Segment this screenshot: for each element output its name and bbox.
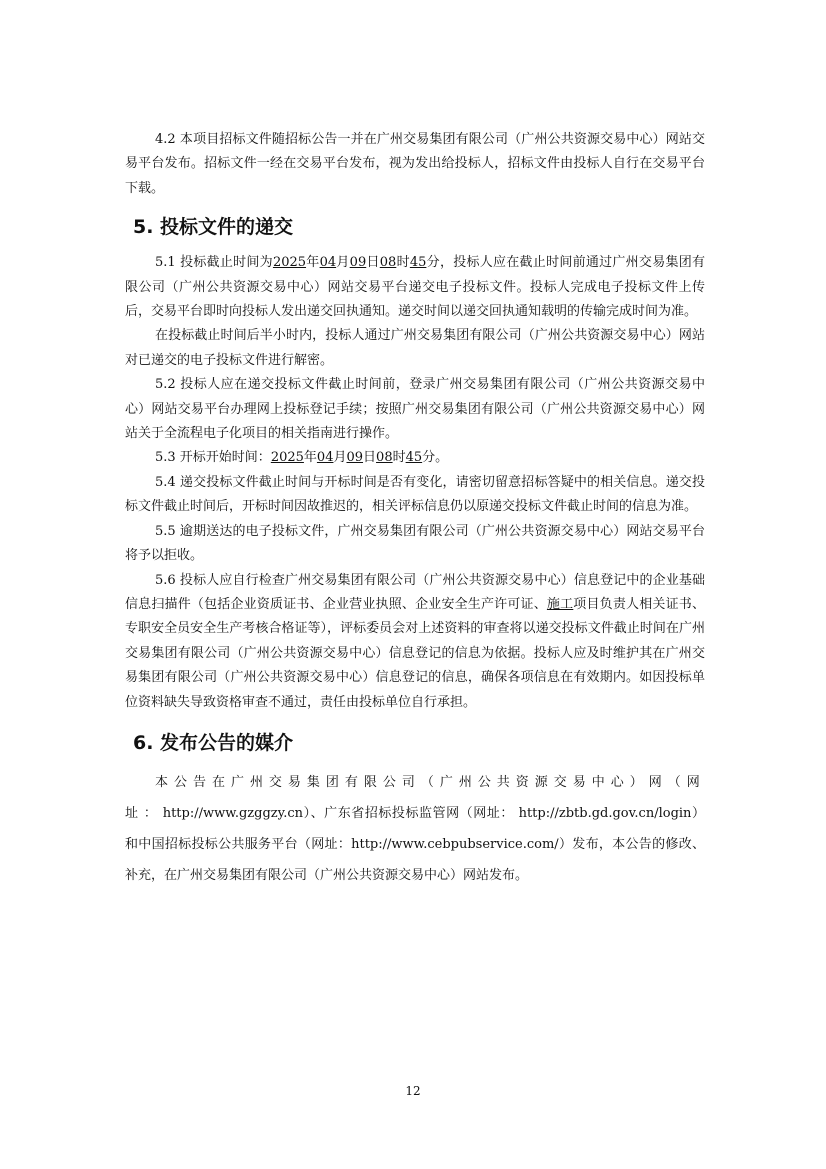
text-segment: 分。 xyxy=(422,450,449,466)
paragraph-5-6 xyxy=(125,569,705,715)
text-segment: 时 xyxy=(392,450,406,466)
paragraph-5-3 xyxy=(125,446,705,470)
deadline-minute: 45 xyxy=(409,255,427,271)
opening-hour: 08 xyxy=(376,450,393,466)
opening-day: 09 xyxy=(346,450,364,466)
text-segment: 月 xyxy=(336,255,350,271)
opening-year: 2025 xyxy=(270,450,304,466)
section-5-heading: 5. 投标文件的递交 xyxy=(133,216,294,239)
paragraph-5-2: 5.2 投标人应在递交投标文件截止时间前，登录广州交易集团有限公司（广州公共资源交易中心）网站交易平台办理网上投标登记手续；按照广州交易集团有限公司（广州公共资源交易中心）网站关于全流程电子化项目的相关指南进行操作。 xyxy=(125,377,705,442)
text-segment: 时 xyxy=(396,255,410,271)
deadline-hour: 08 xyxy=(379,255,397,271)
opening-minute: 45 xyxy=(405,450,423,466)
text-segment: 日 xyxy=(363,450,377,466)
text-segment: 月 xyxy=(333,450,347,466)
opening-month: 04 xyxy=(316,450,334,466)
paragraph-5-4: 5.4 递交投标文件截止时间与开标时间是否有变化，请密切留意招标答疑中的相关信息。递交投标文件截止时间后，开标时间因故推迟的，相关评标信息仍以原递交投标文件截止时间的信息为准。 xyxy=(125,474,705,515)
text-segment: 5.3 开标开始时间： xyxy=(155,450,271,466)
deadline-month: 04 xyxy=(319,255,337,271)
underlined-term: 施工 xyxy=(546,596,574,612)
media-rest: http://www.gzggzy.cn）、广东省招标投标监管网（网址： http://zbtb.gd.gov.cn/login）和中国招标投标公共服务平台（网址：http://www.cebpubservice.com/）发布，本公告的修改、补充，在广州交易集团有限公司（广州公共资源交易中心）网站发布。 xyxy=(125,805,705,883)
text-segment: 5.1 投标截止时间为 xyxy=(155,255,273,271)
paragraph-4-2: 4.2 本项目招标文件随招标公告一并在广州交易集团有限公司（广州公共资源交易中心）网站交易平台发布。招标文件一经在交易平台发布，视为发出给投标人，招标文件由投标人自行在交易平台下载。 xyxy=(125,132,705,196)
text-segment: 年 xyxy=(306,255,320,271)
text-segment: 年 xyxy=(303,450,317,466)
paragraph-5-1-decrypt: 在投标截止时间后半小时内，投标人通过广州交易集团有限公司（广州公共资源交易中心）网站对已递交的电子投标文件进行解密。 xyxy=(125,328,705,368)
text-segment: 项目负责人相关证书、专职安全员安全生产考核合格证等），评标委员会对上述资料的审查将以递交投标文件截止时间在广州交易集团有限公司（广州公共资源交易中心）信息登记的信息为依据。投标人应及时维护其在广州交易集团有限公司（广州公共资源交易中心）信息登记的信息，确保各项信息在有效期内。如因投标单位资料缺失导致资格审查不通过，责任由投标单位自行承担。 xyxy=(125,596,705,710)
deadline-year: 2025 xyxy=(272,255,307,271)
paragraph-6-media xyxy=(125,767,705,891)
text-segment: 分，投标人应在截止时间前通过广州交易集团有限公司（广州公共资源交易中心）网站交易平台递交电子投标文件。投标人完成电子投标文件上传后，交易平台即时向投标人发出递交回执通知。递交时间以递交回执通知载明的传输完成时间为准。 xyxy=(125,255,705,320)
paragraph-5-1 xyxy=(125,251,705,324)
media-first-line: 本公告在广州交易集团有限公司（广州公共资源交易中心）网（网址： xyxy=(125,774,705,821)
page-number: 12 xyxy=(405,1084,421,1098)
page-content xyxy=(125,128,705,891)
section-6-heading: 6. 发布公告的媒介 xyxy=(133,731,294,754)
text-segment: 日 xyxy=(366,255,380,271)
text-segment: 5.6 投标人应自行检查广州交易集团有限公司（广州公共资源交易中心）信息登记中的企业基础信息扫描件（包括企业资质证书、企业营业执照、企业安全生产许可证、 xyxy=(125,572,705,612)
deadline-day: 09 xyxy=(349,255,367,271)
paragraph-5-5: 5.5 逾期送达的电子投标文件，广州交易集团有限公司（广州公共资源交易中心）网站交易平台将予以拒收。 xyxy=(125,523,705,564)
